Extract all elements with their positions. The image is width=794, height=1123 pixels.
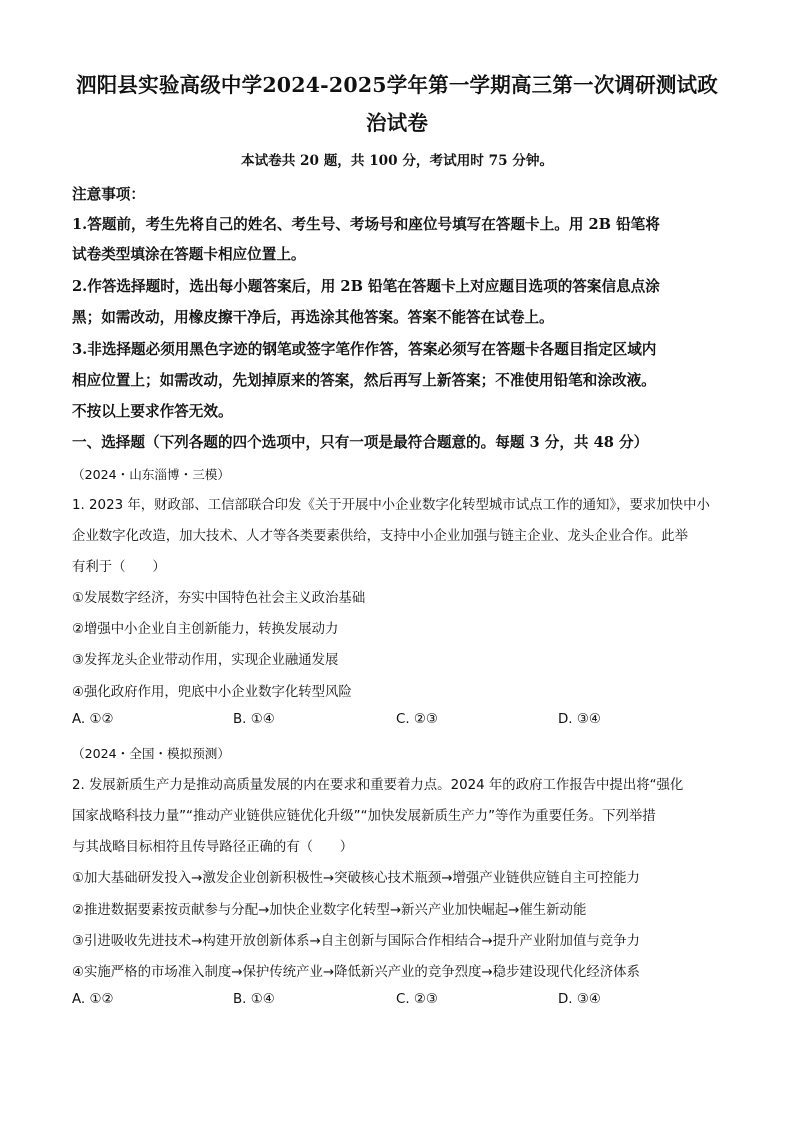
question-stem-line: 2. 发展新质生产力是推动高质量发展的内在要求和重要着力点。2024 年的政府工作报告中提出将“强化	[72, 778, 684, 793]
question-item: ②推进数据要素按贡献参与分配→加快企业数字化转型→新兴产业加快崛起→催生新动能	[72, 903, 587, 918]
answer-options	[72, 992, 732, 1012]
answer-options	[72, 712, 732, 732]
question-item: ③引进吸收先进技术→构建开放创新体系→自主创新与国际合作相结合→提升产业附加值与竞争力	[72, 934, 640, 949]
question-stem-line: 国家战略科技力量”“推动产业链供应链优化升级”“加快发展新质生产力”等作为重要任务。下列举措	[72, 809, 656, 824]
exam-title-line-1: 泗阳县实验高级中学2024-2025学年第一学期高三第一次调研测试政	[76, 73, 718, 97]
question-item: ②增强中小企业自主创新能力，转换发展动力	[72, 622, 339, 637]
question-item: ③发挥龙头企业带动作用，实现企业融通发展	[72, 653, 339, 668]
option-a: A. ①②	[72, 992, 114, 1007]
question-item: ①发展数字经济，夯实中国特色社会主义政治基础	[72, 591, 366, 606]
question-item: ④实施严格的市场准入制度→保护传统产业→降低新兴产业的竞争烈度→稳步建设现代化经济体系	[72, 965, 640, 980]
notice-line: 不按以上要求作答无效。	[72, 403, 233, 420]
question-item: ①加大基础研发投入→激发企业创新积极性→突破核心技术瓶颈→增强产业链供应链自主可控能力	[72, 871, 640, 886]
question-source: （2024・全国・模拟预测）	[72, 746, 230, 761]
exam-title-line-2: 治试卷	[365, 111, 429, 135]
option-b: B. ①④	[233, 992, 275, 1007]
notice-line: 相应位置上；如需改动，先划掉原来的答案，然后再写上新答案；不准使用铅笔和涂改液。	[72, 372, 656, 389]
question-stem-line: 与其战略目标相符且传导路径正确的有（ ）	[72, 840, 354, 855]
option-c: C. ②③	[396, 712, 438, 727]
notice-heading: 注意事项：	[72, 186, 145, 203]
notice-line: 黑；如需改动，用橡皮擦干净后，再选涂其他答案。答案不能答在试卷上。	[72, 309, 554, 326]
notice-line: 2.作答选择题时，选出每小题答案后，用 2B 铅笔在答题卡上对应题目选项的答案信息点涂	[72, 278, 660, 295]
option-c: C. ②③	[396, 992, 438, 1007]
option-d: D. ③④	[558, 712, 601, 727]
question-stem-line: 有利于（ ）	[72, 560, 166, 575]
option-d: D. ③④	[558, 992, 601, 1007]
notice-line: 1.答题前，考生先将自己的姓名、考生号、考场号和座位号填写在答题卡上。用 2B 铅笔将	[72, 216, 660, 233]
section-heading: 一、选择题（下列各题的四个选项中，只有一项是最符合题意的。每题 3 分，共 48 分）	[72, 434, 649, 451]
question-stem-line: 1. 2023 年，财政部、工信部联合印发《关于开展中小企业数字化转型城市试点工作的通知》，要求加快中小	[72, 498, 710, 513]
notice-line: 3.非选择题必须用黑色字迹的钢笔或签字笔作作答，答案必须写在答题卡各题目指定区域内	[72, 341, 657, 358]
question-item: ④强化政府作用，兜底中小企业数字化转型风险	[72, 685, 352, 700]
question-source: （2024・山东淄博・三模）	[72, 467, 230, 482]
option-a: A. ①②	[72, 712, 114, 727]
exam-subtitle: 本试卷共 20 题，共 100 分，考试用时 75 分钟。	[240, 153, 554, 169]
option-b: B. ①④	[233, 712, 275, 727]
notice-line: 试卷类型填涂在答题卡相应位置上。	[72, 246, 306, 263]
question-stem-line: 企业数字化改造，加大技术、人才等各类要素供给，支持中小企业加强与链主企业、龙头企业合作。此举	[72, 529, 688, 544]
